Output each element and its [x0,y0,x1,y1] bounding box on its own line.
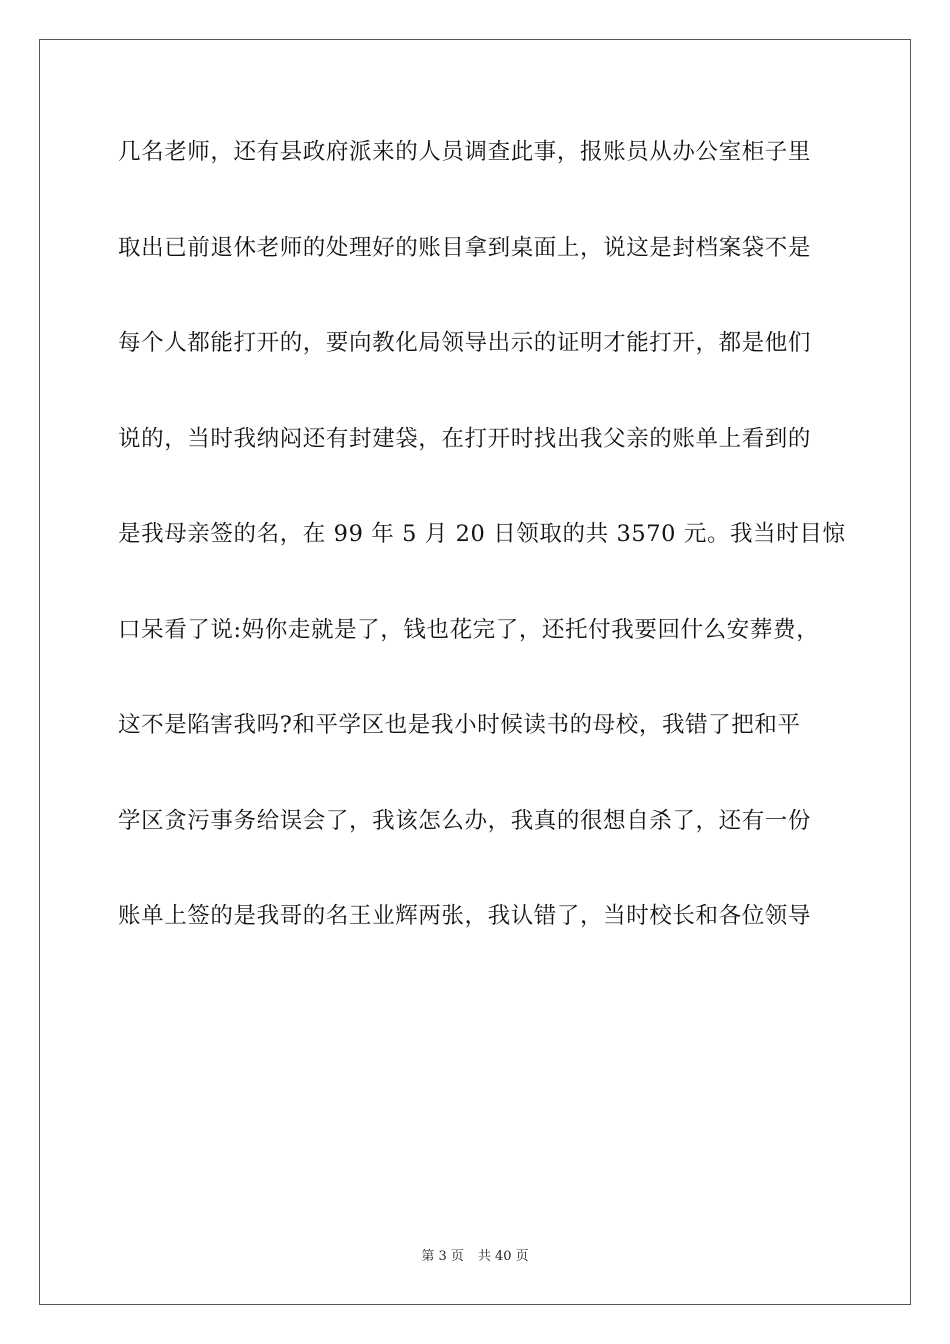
text-line: 说的，当时我纳闷还有封建袋，在打开时找出我父亲的账单上看到的 [118,425,812,452]
text-line: 几名老师，还有县政府派来的人员调查此事，报账员从办公室柜子里 [118,139,812,165]
page-footer [0,1247,950,1267]
text-line: 是我母亲签的名，在 99 年 5 月 20 日领取的共 3570 元。我当时目惊 [118,521,846,547]
text-line: 口呆看了说:妈你走就是了，钱也花完了，还托付我要回什么安葬费， [118,616,820,643]
document-body [118,128,846,988]
text-line: 取出已前退休老师的处理好的账目拿到桌面上，说这是封档案袋不是 [118,234,812,261]
page-number: 第 3 页 [421,1249,464,1264]
text-line: 学区贪污事务给误会了，我该怎么办，我真的很想自杀了，还有一份 [118,807,812,834]
text-line: 账单上签的是我哥的名王业辉两张，我认错了，当时校长和各位领导 [118,903,812,929]
page-total: 共 40 页 [477,1249,529,1264]
text-line: 这不是陷害我吗?和平学区也是我小时候读书的母校，我错了把和平 [118,712,801,738]
text-line: 每个人都能打开的，要向教化局领导出示的证明才能打开，都是他们 [118,330,812,356]
